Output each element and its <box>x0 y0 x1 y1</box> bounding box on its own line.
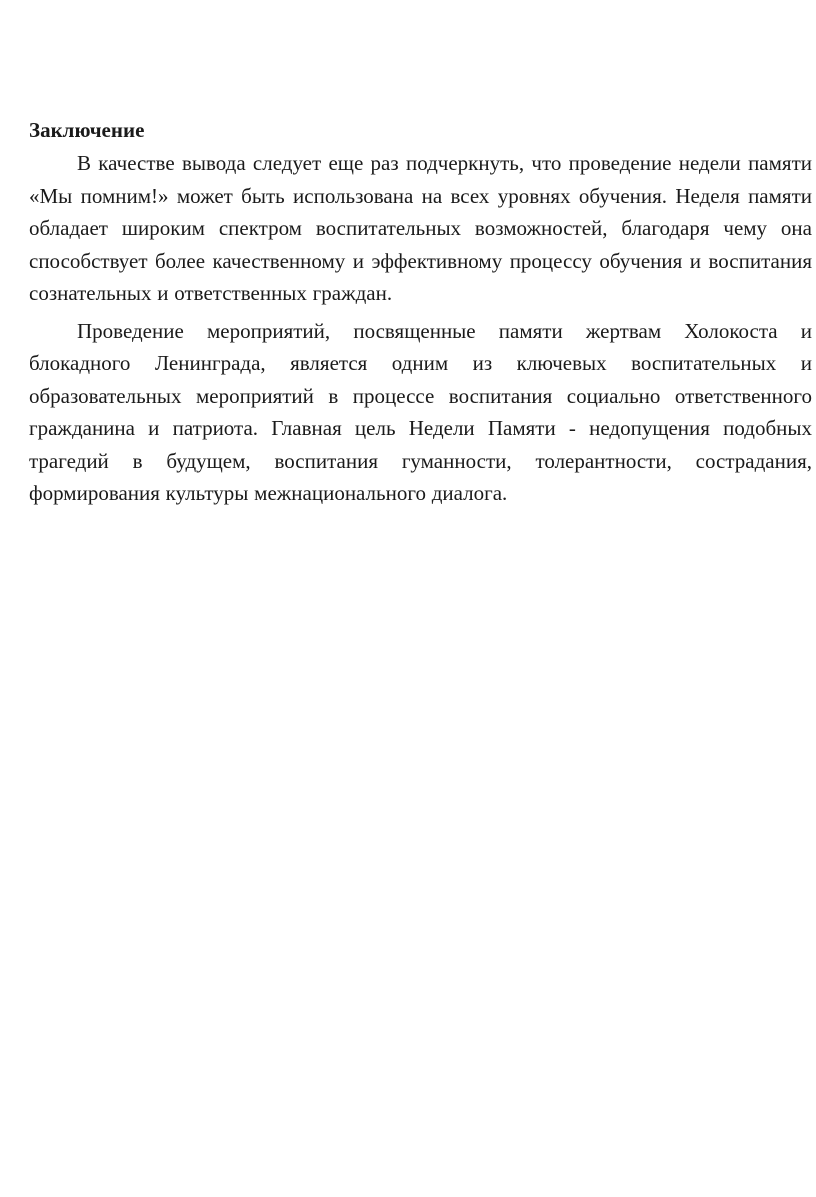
section-heading: Заключение <box>29 118 145 142</box>
document-body <box>29 114 812 515</box>
paragraph-conclusion-1: В качестве вывода следует еще раз подчеркнуть, что проведение недели памяти «Мы помним!» может быть использована на всех уровнях обучения. Неделя памяти обладает широким спектром воспитательных возможностей, благодаря чему она способствует более качественному и эффективному процессу обучения и воспитания сознательных и ответственных граждан. <box>29 151 812 305</box>
paragraph-conclusion-2: Проведение мероприятий, посвященные памяти жертвам Холокоста и блокадного Ленинграда, является одним из ключевых воспитательных и образовательных мероприятий в процессе воспитания социально ответственного гражданина и патриота. Главная цель Недели Памяти - недопущения подобных трагедий в будущем, воспитания гуманности, толерантности, сострадания, формирования культуры межнационального диалога. <box>29 318 812 505</box>
